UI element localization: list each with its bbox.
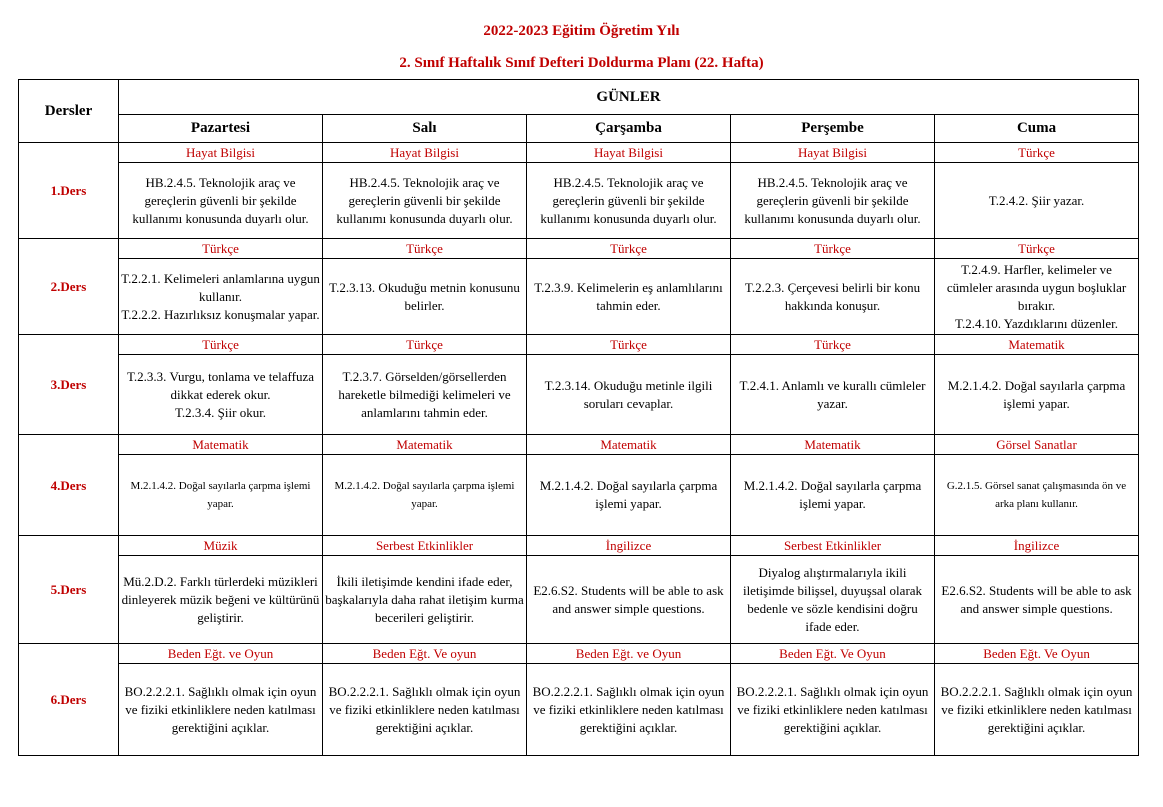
- outcome-cell: T.2.3.7. Görselden/görsellerden hareketle bilmediği kelimeleri ve anlamlarını tahmin eder.: [323, 355, 527, 435]
- subject-cell: Hayat Bilgisi: [323, 143, 527, 163]
- subject-cell: Türkçe: [527, 239, 731, 259]
- outcome-cell: E2.6.S2. Students will be able to ask and answer simple questions.: [935, 556, 1139, 644]
- subject-cell: Serbest Etkinlikler: [731, 536, 935, 556]
- year-title: 2022-2023 Eğitim Öğretim Yılı: [483, 23, 680, 39]
- subject-cell: Matematik: [323, 435, 527, 455]
- subject-row: [19, 644, 1139, 664]
- outcome-cell: BO.2.2.2.1. Sağlıklı olmak için oyun ve fiziki etkinliklere neden katılması gerektiğini açıklar.: [935, 664, 1139, 756]
- day-header-tuesday: Salı: [323, 115, 527, 143]
- subject-row: [19, 143, 1139, 163]
- outcome-row: [19, 259, 1139, 335]
- dersler-header: Dersler: [19, 80, 119, 143]
- outcome-cell: HB.2.4.5. Teknolojik araç ve gereçlerin güvenli bir şekilde kullanımı konusunda duyarlı olur.: [731, 163, 935, 239]
- day-header-friday: Cuma: [935, 115, 1139, 143]
- outcome-row: [19, 455, 1139, 536]
- outcome-cell: HB.2.4.5. Teknolojik araç ve gereçlerin güvenli bir şekilde kullanımı konusunda duyarlı olur.: [119, 163, 323, 239]
- outcome-cell: T.2.3.13. Okuduğu metnin konusunu belirler.: [323, 259, 527, 335]
- subject-cell: Hayat Bilgisi: [527, 143, 731, 163]
- subject-cell: Türkçe: [119, 239, 323, 259]
- lesson-label: 5.Ders: [19, 536, 119, 644]
- subject-cell: Müzik: [119, 536, 323, 556]
- subject-row: [19, 239, 1139, 259]
- outcome-cell: E2.6.S2. Students will be able to ask and answer simple questions.: [527, 556, 731, 644]
- outcome-cell: T.2.4.1. Anlamlı ve kurallı cümleler yazar.: [731, 355, 935, 435]
- outcome-cell: BO.2.2.2.1. Sağlıklı olmak için oyun ve fiziki etkinliklere neden katılması gerektiğini açıklar.: [731, 664, 935, 756]
- subject-cell: Türkçe: [119, 335, 323, 355]
- outcome-cell: BO.2.2.2.1. Sağlıklı olmak için oyun ve fiziki etkinliklere neden katılması gerektiğini açıklar.: [323, 664, 527, 756]
- outcome-cell: T.2.2.1. Kelimeleri anlamlarına uygun kullanır. T.2.2.2. Hazırlıksız konuşmalar yapar.: [119, 259, 323, 335]
- outcome-cell: M.2.1.4.2. Doğal sayılarla çarpma işlemi yapar.: [935, 355, 1139, 435]
- plan-title: 2. Sınıf Haftalık Sınıf Defteri Doldurma Planı (22. Hafta): [399, 55, 764, 71]
- subject-cell: Görsel Sanatlar: [935, 435, 1139, 455]
- day-header-wednesday: Çarşamba: [527, 115, 731, 143]
- day-header-thursday: Perşembe: [731, 115, 935, 143]
- subject-cell: Türkçe: [731, 239, 935, 259]
- subject-cell: Beden Eğt. ve Oyun: [119, 644, 323, 664]
- subject-cell: İngilizce: [527, 536, 731, 556]
- outcome-cell: T.2.2.3. Çerçevesi belirli bir konu hakkında konuşur.: [731, 259, 935, 335]
- outcome-cell: G.2.1.5. Görsel sanat çalışmasında ön ve arka planı kullanır.: [935, 455, 1139, 536]
- outcome-cell: M.2.1.4.2. Doğal sayılarla çarpma işlemi yapar.: [119, 455, 323, 536]
- subject-row: [19, 536, 1139, 556]
- subject-cell: İngilizce: [935, 536, 1139, 556]
- subject-cell: Matematik: [731, 435, 935, 455]
- lesson-label: 6.Ders: [19, 644, 119, 756]
- outcome-cell: M.2.1.4.2. Doğal sayılarla çarpma işlemi yapar.: [527, 455, 731, 536]
- subject-cell: Türkçe: [527, 335, 731, 355]
- lesson-label: 4.Ders: [19, 435, 119, 536]
- subject-cell: Beden Eğt. Ve oyun: [323, 644, 527, 664]
- lesson-label: 1.Ders: [19, 143, 119, 239]
- subject-cell: Serbest Etkinlikler: [323, 536, 527, 556]
- subject-cell: Matematik: [119, 435, 323, 455]
- lesson-label: 3.Ders: [19, 335, 119, 435]
- subject-cell: Beden Eğt. ve Oyun: [527, 644, 731, 664]
- outcome-cell: M.2.1.4.2. Doğal sayılarla çarpma işlemi yapar.: [323, 455, 527, 536]
- weekly-plan-table: [18, 79, 1139, 756]
- subject-row: [19, 335, 1139, 355]
- outcome-cell: BO.2.2.2.1. Sağlıklı olmak için oyun ve fiziki etkinliklere neden katılması gerektiğini açıklar.: [119, 664, 323, 756]
- outcome-cell: T.2.4.9. Harfler, kelimeler ve cümleler arasında uygun boşluklar bırakır. T.2.4.10. Yazdıklarını düzenler.: [935, 259, 1139, 335]
- subject-row: [19, 435, 1139, 455]
- subject-cell: Beden Eğt. Ve Oyun: [935, 644, 1139, 664]
- outcome-cell: HB.2.4.5. Teknolojik araç ve gereçlerin güvenli bir şekilde kullanımı konusunda duyarlı olur.: [323, 163, 527, 239]
- outcome-cell: T.2.3.3. Vurgu, tonlama ve telaffuza dikkat ederek okur. T.2.3.4. Şiir okur.: [119, 355, 323, 435]
- subject-cell: Türkçe: [323, 239, 527, 259]
- subject-cell: Türkçe: [323, 335, 527, 355]
- subject-cell: Türkçe: [935, 239, 1139, 259]
- outcome-cell: BO.2.2.2.1. Sağlıklı olmak için oyun ve fiziki etkinliklere neden katılması gerektiğini açıklar.: [527, 664, 731, 756]
- subject-cell: Türkçe: [731, 335, 935, 355]
- day-header-monday: Pazartesi: [119, 115, 323, 143]
- outcome-row: [19, 355, 1139, 435]
- outcome-cell: M.2.1.4.2. Doğal sayılarla çarpma işlemi yapar.: [731, 455, 935, 536]
- outcome-cell: T.2.3.9. Kelimelerin eş anlamlılarını tahmin eder.: [527, 259, 731, 335]
- subject-cell: Türkçe: [935, 143, 1139, 163]
- outcome-cell: T.2.4.2. Şiir yazar.: [935, 163, 1139, 239]
- subject-cell: Matematik: [935, 335, 1139, 355]
- gunler-header: GÜNLER: [119, 80, 1139, 115]
- outcome-cell: T.2.3.14. Okuduğu metinle ilgili soruları cevaplar.: [527, 355, 731, 435]
- outcome-cell: Mü.2.D.2. Farklı türlerdeki müzikleri dinleyerek müzik beğeni ve kültürünü geliştirir.: [119, 556, 323, 644]
- outcome-cell: İkili iletişimde kendini ifade eder, başkalarıyla daha rahat iletişim kurma becerileri geliştirir.: [323, 556, 527, 644]
- outcome-row: [19, 163, 1139, 239]
- outcome-cell: Diyalog alıştırmalarıyla ikili iletişimde bilişsel, duyuşsal olarak bedenle ve sözle kendisini doğru ifade eder.: [731, 556, 935, 644]
- subject-cell: Matematik: [527, 435, 731, 455]
- subject-cell: Hayat Bilgisi: [119, 143, 323, 163]
- lesson-label: 2.Ders: [19, 239, 119, 335]
- subject-cell: Beden Eğt. Ve Oyun: [731, 644, 935, 664]
- outcome-row: [19, 664, 1139, 756]
- subject-cell: Hayat Bilgisi: [731, 143, 935, 163]
- outcome-row: [19, 556, 1139, 644]
- outcome-cell: HB.2.4.5. Teknolojik araç ve gereçlerin güvenli bir şekilde kullanımı konusunda duyarlı olur.: [527, 163, 731, 239]
